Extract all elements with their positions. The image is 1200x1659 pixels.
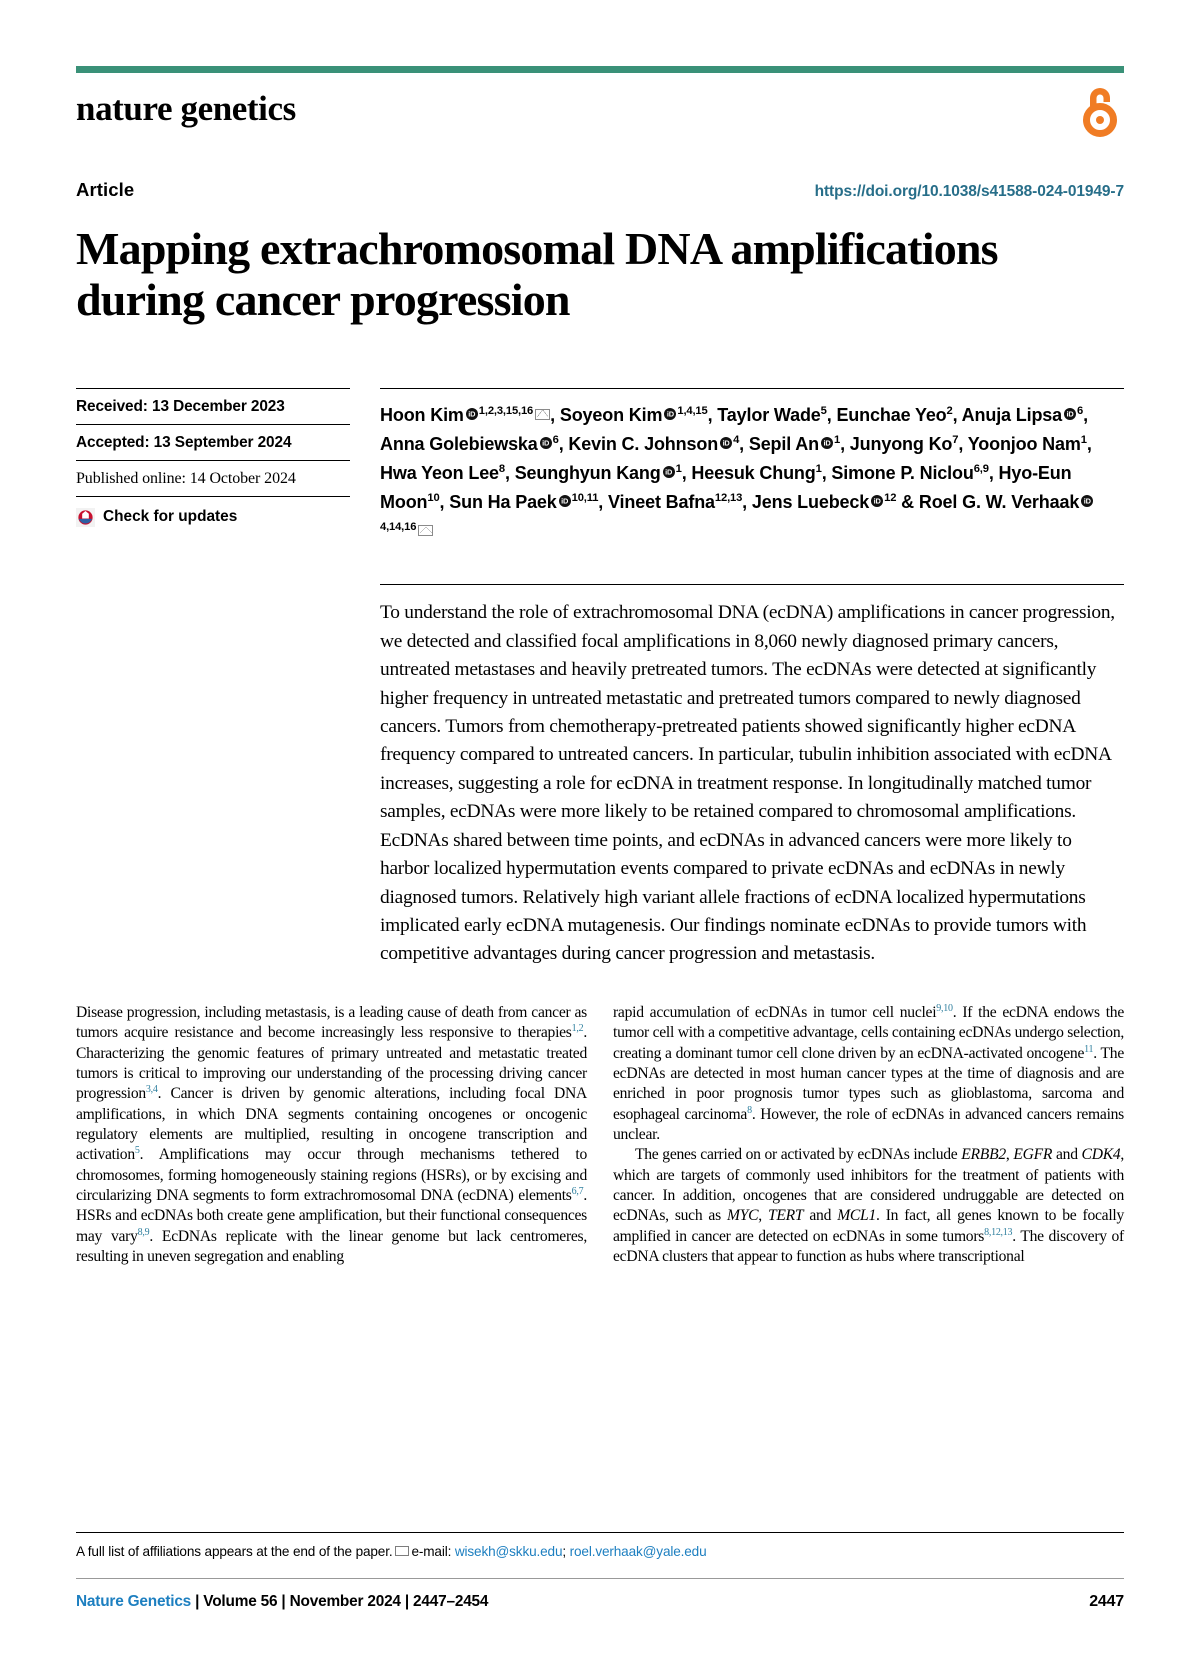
gene-name: EGFR bbox=[1013, 1146, 1053, 1164]
reference-citation[interactable]: 3,4 bbox=[145, 1084, 158, 1096]
email-label: e-mail: bbox=[411, 1544, 452, 1559]
author-affil-sup: 6 bbox=[1077, 404, 1084, 417]
corresponding-email-1[interactable]: wisekh@skku.edu bbox=[454, 1544, 563, 1559]
author-name: , Sun Ha Paek bbox=[439, 492, 557, 513]
author-sep: , bbox=[681, 462, 687, 483]
author-name: , Sepil An bbox=[739, 433, 819, 454]
author-affil-sup: 12 bbox=[884, 492, 897, 505]
author-affil-sup: 12,13 bbox=[714, 492, 743, 505]
crossmark-icon bbox=[76, 508, 95, 527]
body-column-left bbox=[76, 1003, 587, 1267]
article-type-label: Article bbox=[76, 179, 135, 200]
masthead bbox=[76, 73, 1124, 165]
body-text: . If the ecDNA endows the tumor cell with a competitive advantage, cells containing ecDNAs undergo selection, creating a dominant tumor cell clone driven by an ecDNA-activated oncogene bbox=[613, 1003, 1124, 1062]
abstract-section bbox=[76, 584, 1124, 968]
orcid-icon[interactable] bbox=[720, 437, 732, 449]
author-name: , Taylor Wade bbox=[707, 404, 821, 425]
gene-name: ERBB2 bbox=[961, 1146, 1006, 1164]
page-number: 2447 bbox=[1089, 1593, 1124, 1610]
body-text: and bbox=[1052, 1146, 1082, 1164]
author-name: Anuja Lipsa bbox=[961, 404, 1063, 425]
author-name: & Roel G. W. Verhaak bbox=[896, 492, 1080, 513]
body-text: . The discovery of ecDNA clusters that appear to function as hubs where transcriptional bbox=[613, 1227, 1124, 1265]
gene-name: TERT bbox=[767, 1207, 804, 1225]
body-column-right bbox=[613, 1003, 1124, 1267]
gene-name: MCL1 bbox=[837, 1207, 877, 1225]
author-affil-sup: 7 bbox=[952, 433, 959, 446]
journal-name[interactable]: Nature Genetics bbox=[76, 1593, 192, 1610]
author-affil-sup: 1,2,3,15,16 bbox=[478, 404, 534, 417]
authors-text bbox=[380, 401, 1124, 547]
author-affil-sup: 5 bbox=[820, 404, 827, 417]
author-list bbox=[380, 388, 1124, 547]
paragraph bbox=[613, 1003, 1124, 1145]
orcid-icon[interactable] bbox=[663, 466, 675, 478]
body-text: , bbox=[758, 1207, 768, 1225]
reference-citation[interactable]: 8,12,13 bbox=[984, 1226, 1013, 1238]
body-text: The genes carried on or activated by ecDNAs include bbox=[635, 1146, 962, 1164]
corresponding-author-envelope-icon[interactable] bbox=[418, 525, 433, 536]
orcid-icon[interactable] bbox=[466, 408, 478, 420]
paragraph bbox=[76, 1003, 587, 1267]
author-sep: , bbox=[952, 404, 958, 425]
author-affil-sup: 10,11 bbox=[571, 492, 599, 505]
article-page bbox=[0, 66, 1200, 1659]
reference-citation[interactable]: 1,2 bbox=[571, 1022, 584, 1034]
body-text: , bbox=[1005, 1146, 1014, 1164]
citation-details: | Volume 56 | November 2024 | 2447–2454 bbox=[191, 1593, 489, 1610]
paragraph bbox=[613, 1145, 1124, 1267]
check-for-updates[interactable] bbox=[76, 496, 350, 527]
body-text: . HSRs and ecDNAs both create gene amplification, but their functional consequences may vary bbox=[76, 1186, 587, 1245]
body-text: . Amplifications may occur through mechanisms tethered to chromosomes, forming homogeneously staining regions (HSRs), or by excising and circularizing DNA segments to form extrachromosomal DNA (ecDNA) elements bbox=[76, 1146, 587, 1204]
author-name: , Anna Golebiewska bbox=[380, 404, 1088, 454]
journal-citation bbox=[76, 1593, 488, 1611]
corresponding-email-2[interactable]: roel.verhaak@yale.edu bbox=[569, 1544, 707, 1559]
body-text: . In fact, all genes known to be focally amplified in cancer are detected on ecDNAs in some tumors bbox=[613, 1207, 1125, 1245]
reference-citation[interactable]: 8,9 bbox=[137, 1226, 150, 1238]
body-text: , which are targets of commonly used inhibitors for the treatment of patients with cancer. In addition, oncogenes that are considered undruggable are detected on ecDNAs, such as bbox=[613, 1146, 1125, 1225]
reference-citation[interactable]: 8 bbox=[747, 1104, 752, 1116]
author-affil-sup: 8 bbox=[498, 462, 505, 475]
journal-logo: nature genetics bbox=[76, 89, 296, 128]
orcid-icon[interactable] bbox=[1081, 495, 1093, 507]
author-affil-sup: 1 bbox=[833, 433, 841, 446]
reference-citation[interactable]: 5 bbox=[134, 1145, 140, 1157]
author-sep: , bbox=[598, 492, 604, 513]
reference-citation[interactable]: 9,10 bbox=[936, 1002, 953, 1014]
author-affil-sup: 4 bbox=[733, 433, 740, 446]
orcid-icon[interactable] bbox=[559, 495, 571, 507]
published-date: Published online: 14 October 2024 bbox=[76, 460, 350, 496]
doi-link[interactable]: https://doi.org/10.1038/s41588-024-01949-7 bbox=[814, 183, 1124, 200]
author-name: Junyong Ko bbox=[849, 433, 953, 454]
author-name: , Soyeon Kim bbox=[550, 404, 663, 425]
abstract-text: To understand the role of extrachromosomal DNA (ecDNA) amplifications in cancer progression, we detected and classified focal amplifications in 8,060 newly diagnosed primary cancers, untreated metastases and heavily pretreated tumors. The ecDNAs were detected at significantly higher frequency in untreated metastatic and pretreated tumors compared to newly diagnosed cancers. Tumors from chemotherapy-pretreated patients showed significantly higher ecDNA frequency compared to untreated cancers. In particular, tubulin inhibition associated with ecDNA increases, suggesting a role for ecDNA in treatment response. In longitudinally matched tumor samples, ecDNAs were more likely to be retained compared to chromosomal amplifications. EcDNAs shared between time points, and ecDNAs in advanced cancers were more likely to harbor localized hypermutation events compared to private ecDNAs and ecDNAs in newly diagnosed tumors. Relatively high variant allele fractions of ecDNA localized hypermutations implicated early ecDNA mutagenesis. Our findings nominate ecDNAs to provide tumors with competitive advantages during cancer progression and metastasis. bbox=[380, 584, 1124, 968]
author-affil-sup: 1 bbox=[1080, 433, 1087, 446]
author-affil-sup: 2 bbox=[946, 404, 953, 417]
reference-citation[interactable]: 11 bbox=[1084, 1043, 1094, 1055]
metadata-authors-section bbox=[76, 388, 1124, 547]
author-name: , Simone P. Niclou bbox=[821, 462, 974, 483]
author-name: , Seunghyun Kang bbox=[505, 462, 661, 483]
page-title: Mapping extrachromosomal DNA amplifications during cancer progression bbox=[76, 223, 998, 326]
author-name: Vineet Bafna bbox=[608, 492, 715, 513]
author-name: , Eunchae Yeo bbox=[826, 404, 947, 425]
article-header-row bbox=[76, 179, 1124, 201]
gene-name: MYC bbox=[726, 1207, 759, 1225]
author-name: Hoon Kim bbox=[380, 404, 464, 425]
orcid-icon[interactable] bbox=[664, 408, 676, 420]
author-affil-sup: 10 bbox=[427, 492, 440, 505]
author-affil-sup: 1 bbox=[815, 462, 822, 475]
author-affil-sup: 1 bbox=[675, 462, 682, 475]
open-access-lock-icon bbox=[1078, 85, 1122, 137]
author-name: Heesuk Chung bbox=[691, 462, 816, 483]
orcid-icon[interactable] bbox=[871, 495, 883, 507]
author-name: , Hyo-Eun Moon bbox=[380, 462, 1072, 513]
author-affil-sup: 4,14,16 bbox=[380, 521, 417, 534]
email-separator: ; bbox=[562, 1544, 570, 1559]
body-text: . Characterizing the genomic features of primary untreated and metastatic treated tumors is critical to improving our understanding of the processing driving cancer progression bbox=[76, 1024, 587, 1103]
author-sep: , bbox=[840, 433, 845, 454]
body-text: Disease progression, including metastasis, is a leading cause of death from cancer as tumors acquire resistance and become increasingly less responsive to therapies bbox=[76, 1003, 587, 1042]
author-name: , Hwa Yeon Lee bbox=[380, 433, 1092, 483]
author-affil-sup: 6 bbox=[552, 433, 559, 446]
body-text: and bbox=[803, 1207, 838, 1225]
received-date: Received: 13 December 2023 bbox=[76, 388, 350, 424]
author-affil-sup: 6,9 bbox=[973, 462, 989, 475]
reference-citation[interactable]: 6,7 bbox=[571, 1185, 584, 1197]
body-text: . EcDNAs replicate with the linear genome but lack centromeres, resulting in uneven segregation and enabling bbox=[76, 1227, 588, 1265]
abstract-gutter bbox=[76, 584, 380, 968]
author-name: , Jens Luebeck bbox=[742, 492, 870, 513]
orcid-icon[interactable] bbox=[821, 437, 833, 449]
page-footer bbox=[76, 1578, 1124, 1611]
body-text: rapid accumulation of ecDNAs in tumor cell nuclei bbox=[613, 1003, 937, 1021]
gene-name: CDK4 bbox=[1081, 1146, 1121, 1164]
body-text: . However, the role of ecDNAs in advanced cancers remains unclear. bbox=[613, 1105, 1124, 1143]
body-text: . The ecDNAs are detected in most human cancer types at the time of diagnosis and are enriched in poor prognosis tumor types such as glioblastoma, sarcoma and esophageal carcinoma bbox=[613, 1044, 1124, 1123]
body-text: . Cancer is driven by genomic alterations, including focal DNA amplifications, in which DNA segments containing oncogenes or oncogenic regulatory elements are multiplied, resulting in oncogene transcription and activation bbox=[76, 1085, 587, 1164]
affiliation-note bbox=[76, 1532, 1124, 1559]
author-name: , Yoonjoo Nam bbox=[958, 433, 1081, 454]
corresponding-author-envelope-icon[interactable] bbox=[535, 409, 550, 420]
orcid-icon[interactable] bbox=[1064, 408, 1076, 420]
body-columns bbox=[76, 1003, 1124, 1267]
email-envelope-icon bbox=[395, 1546, 409, 1556]
affiliation-note-text: A full list of affiliations appears at the end of the paper. bbox=[76, 1544, 393, 1559]
accepted-date: Accepted: 13 September 2024 bbox=[76, 424, 350, 460]
publication-dates bbox=[76, 388, 380, 547]
check-for-updates-label: Check for updates bbox=[103, 508, 238, 526]
brand-rule bbox=[76, 66, 1124, 73]
author-name: , Kevin C. Johnson bbox=[558, 433, 719, 454]
orcid-icon[interactable] bbox=[540, 437, 552, 449]
author-affil-sup: 1,4,15 bbox=[677, 404, 708, 417]
